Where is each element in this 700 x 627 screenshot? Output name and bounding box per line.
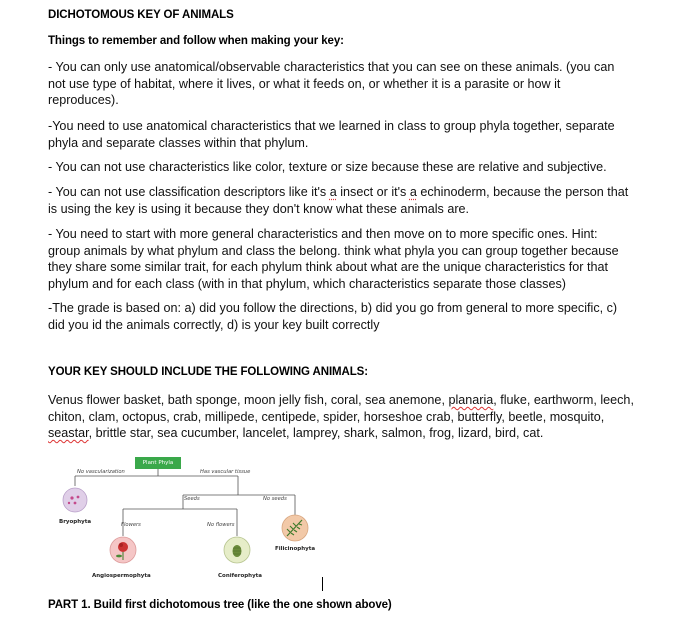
text-cursor	[322, 577, 323, 591]
flower-icon	[110, 537, 136, 563]
plant-phyla-tree-figure	[55, 452, 345, 592]
conifer-icon	[224, 537, 250, 563]
angiospermophyta-label: Angiospermophyta	[92, 573, 151, 579]
bryophyta-icon	[63, 488, 87, 512]
rule-grading: -The grade is based on: a) did you follow the directions, b) did you go from general to more specific, c) did you id the animals correctly, d) is your key built correctly	[48, 301, 618, 332]
rule-general-to-specific: - You need to start with more general characteristics and then move on to more specific ones. Hint: group animals by what phylum and class the belong. think what phyla you can group together because they share some similar trait, for each phylum think about what are the unique characteristics for that phylum and for each class (with in that phylum, which characteristics separate those classes)	[48, 227, 619, 291]
bryophyta-label: Bryophyta	[59, 519, 92, 525]
fern-icon	[282, 515, 308, 541]
animals-heading: YOUR KEY SHOULD INCLUDE THE FOLLOWING ANIMALS:	[48, 366, 368, 378]
instructions-subtitle: Things to remember and follow when making your key:	[48, 35, 344, 47]
seeds-label: Seeds	[184, 496, 200, 502]
coniferophyta-label: Coniferophyta	[218, 573, 263, 579]
rule-observable: - You can only use anatomical/observable characteristics that you can see on these animals. (you can not use type of habitat, where it lives, or what it feeds on, or whether it is a parasite or how it reproduces).	[48, 60, 615, 108]
no-seeds-label: No seeds	[263, 496, 287, 502]
plant-phyla-root: Plant Phyla	[135, 457, 181, 469]
filicinophyta-label: Filicinophyta	[275, 546, 316, 552]
rule-no-color: - You can not use characteristics like color, texture or size because these are relative and subjective.	[48, 160, 607, 174]
no-flowers-label: No flowers	[207, 522, 235, 528]
flowers-label: Flowers	[121, 522, 141, 528]
document-title: DICHOTOMOUS KEY OF ANIMALS	[48, 9, 234, 21]
animals-list: Venus flower basket, bath sponge, moon jelly fish, coral, sea anemone, planaria, fluke, earthworm, leech, chiton, clam, octopus, crab, millipede, centipede, spider, horseshoe crab, butterfly, beetle, mosquito, seastar, brittle star, sea cucumber, lancelet, lamprey, shark, salmon, frog, lizard, bird, cat.	[48, 393, 634, 441]
has-vascular-label: Has vascular tissue	[200, 469, 251, 475]
part1-heading: PART 1. Build first dichotomous tree (like the one shown above)	[48, 599, 392, 611]
rule-anatomical: -You need to use anatomical characteristics that we learned in class to group phyla together, separate phyla and separate classes within that phylum.	[48, 119, 615, 150]
rule-no-classification: - You can not use classification descriptors like it's a insect or it's a echinoderm, because the person that is using the key is using it because they don't know what these animals are.	[48, 185, 629, 216]
no-vascular-label: No vascularization	[77, 469, 125, 475]
